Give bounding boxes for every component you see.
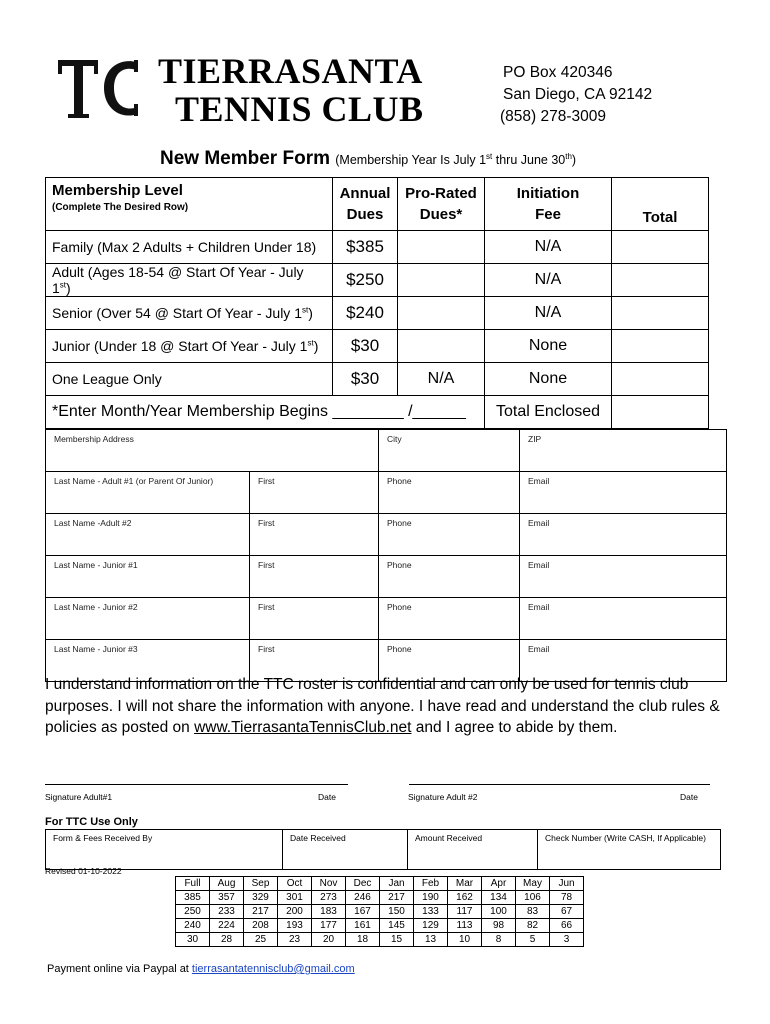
proration-cell: 30 bbox=[176, 933, 210, 947]
proration-cell: 100 bbox=[482, 905, 516, 919]
proration-header-cell: Apr bbox=[482, 877, 516, 891]
proration-cell: 18 bbox=[346, 933, 380, 947]
form-title: New Member Form bbox=[160, 148, 330, 169]
membership-level-cell: Family (Max 2 Adults + Children Under 18) bbox=[46, 231, 333, 264]
proration-table bbox=[175, 876, 584, 947]
prorated-dues-cell: N/A bbox=[398, 363, 485, 396]
revised-date: Revised 01-10-2022 bbox=[45, 866, 122, 876]
phone-number: (858) 278-3009 bbox=[500, 108, 606, 125]
membership-row-junior[interactable] bbox=[46, 330, 709, 363]
membership-row-adult[interactable] bbox=[46, 264, 709, 297]
total-cell[interactable] bbox=[612, 264, 709, 297]
form-subtitle: (Membership Year Is July 1st thru June 30th) bbox=[335, 151, 577, 167]
office-use-title: For TTC Use Only bbox=[45, 816, 138, 828]
total-enclosed-label: Total Enclosed bbox=[485, 396, 612, 429]
zip-field[interactable]: ZIP bbox=[520, 430, 727, 472]
adult2-row bbox=[46, 514, 727, 556]
prorated-dues-cell[interactable] bbox=[398, 231, 485, 264]
proration-cell: 217 bbox=[244, 905, 278, 919]
office-use-table bbox=[45, 829, 721, 870]
membership-level-cell: Junior (Under 18 @ Start Of Year - July 1st) bbox=[46, 330, 333, 363]
proration-cell: 129 bbox=[414, 919, 448, 933]
proration-cell: 15 bbox=[380, 933, 414, 947]
date1-label: Date bbox=[318, 792, 336, 802]
annual-dues-cell: $240 bbox=[333, 297, 398, 330]
membership-row-league[interactable] bbox=[46, 363, 709, 396]
signature-line-adult2[interactable] bbox=[409, 784, 710, 785]
proration-cell: 224 bbox=[210, 919, 244, 933]
proration-cell: 23 bbox=[278, 933, 312, 947]
date-received-field[interactable]: Date Received bbox=[283, 830, 408, 870]
membership-row-family[interactable] bbox=[46, 231, 709, 264]
email-field[interactable]: Email bbox=[520, 640, 727, 682]
total-enclosed-cell[interactable] bbox=[612, 396, 709, 429]
initiation-fee-header: Initiation Fee bbox=[485, 178, 612, 231]
membership-row-senior[interactable] bbox=[46, 297, 709, 330]
phone-field[interactable]: Phone bbox=[379, 556, 520, 598]
proration-cell: 78 bbox=[550, 891, 584, 905]
proration-cell: 82 bbox=[516, 919, 550, 933]
signature-line-adult1[interactable] bbox=[45, 784, 348, 785]
junior2-row bbox=[46, 598, 727, 640]
proration-cell: 161 bbox=[346, 919, 380, 933]
membership-address-field[interactable]: Membership Address bbox=[46, 430, 379, 472]
club-website-link[interactable]: www.TierrasantaTennisClub.net bbox=[194, 719, 412, 736]
city-field[interactable]: City bbox=[379, 430, 520, 472]
total-cell[interactable] bbox=[612, 363, 709, 396]
proration-cell: 25 bbox=[244, 933, 278, 947]
total-cell[interactable] bbox=[612, 297, 709, 330]
paypal-email-link[interactable]: tierrasantatennisclub@gmail.com bbox=[191, 963, 355, 975]
proration-cell: 117 bbox=[448, 905, 482, 919]
address-line: PO Box 420346 bbox=[503, 64, 613, 81]
prorated-dues-header: Pro-Rated Dues* bbox=[398, 178, 485, 231]
proration-cell: 145 bbox=[380, 919, 414, 933]
proration-cell: 273 bbox=[312, 891, 346, 905]
junior1-row bbox=[46, 556, 727, 598]
last-name-field[interactable]: Last Name -Adult #2 bbox=[46, 514, 250, 556]
annual-dues-cell: $30 bbox=[333, 330, 398, 363]
proration-cell: 20 bbox=[312, 933, 346, 947]
proration-cell: 177 bbox=[312, 919, 346, 933]
last-name-field[interactable]: Last Name - Junior #1 bbox=[46, 556, 250, 598]
form-title-block bbox=[160, 148, 576, 170]
proration-header-cell: Oct bbox=[278, 877, 312, 891]
proration-cell: 190 bbox=[414, 891, 448, 905]
proration-cell: 250 bbox=[176, 905, 210, 919]
prorated-dues-cell[interactable] bbox=[398, 297, 485, 330]
received-by-field[interactable]: Form & Fees Received By bbox=[46, 830, 283, 870]
proration-header-cell: Jan bbox=[380, 877, 414, 891]
proration-cell: 28 bbox=[210, 933, 244, 947]
phone-field[interactable]: Phone bbox=[379, 640, 520, 682]
proration-header-cell: Jun bbox=[550, 877, 584, 891]
proration-cell: 385 bbox=[176, 891, 210, 905]
membership-level-cell: Senior (Over 54 @ Start Of Year - July 1st) bbox=[46, 297, 333, 330]
last-name-field[interactable]: Last Name - Junior #3 bbox=[46, 640, 250, 682]
first-name-field[interactable]: First bbox=[250, 640, 379, 682]
phone-field[interactable]: Phone bbox=[379, 514, 520, 556]
proration-cell: 133 bbox=[414, 905, 448, 919]
proration-cell: 246 bbox=[346, 891, 380, 905]
phone-field[interactable]: Phone bbox=[379, 472, 520, 514]
annual-dues-cell: $385 bbox=[333, 231, 398, 264]
total-cell[interactable] bbox=[612, 330, 709, 363]
proration-header-row bbox=[176, 877, 584, 891]
membership-begins-row bbox=[46, 396, 709, 429]
membership-level-cell: One League Only bbox=[46, 363, 333, 396]
membership-level-header: Membership Level (Complete The Desired Row) bbox=[46, 178, 333, 231]
proration-cell: 162 bbox=[448, 891, 482, 905]
proration-cell: 13 bbox=[414, 933, 448, 947]
proration-cell: 83 bbox=[516, 905, 550, 919]
amount-received-field[interactable]: Amount Received bbox=[408, 830, 538, 870]
initiation-fee-cell: N/A bbox=[485, 297, 612, 330]
annual-dues-header: Annual Dues bbox=[333, 178, 398, 231]
proration-cell: 113 bbox=[448, 919, 482, 933]
proration-cell: 240 bbox=[176, 919, 210, 933]
proration-cell: 66 bbox=[550, 919, 584, 933]
agreement-text: I understand information on the TTC roster is confidential and can only be used for tennis club purposes. I will not share the information with anyone. I have read and understand the club rules & policies as posted on www.TierrasantaTennisClub.net and I agree to abide by them. bbox=[45, 676, 720, 736]
prorated-dues-cell[interactable] bbox=[398, 264, 485, 297]
payment-note: Payment online via Paypal at tierrasantatennisclub@gmail.com bbox=[47, 963, 355, 975]
club-address bbox=[500, 62, 652, 128]
proration-header-cell: Aug bbox=[210, 877, 244, 891]
proration-cell: 3 bbox=[550, 933, 584, 947]
email-field[interactable]: Email bbox=[520, 514, 727, 556]
total-header: Total bbox=[612, 178, 709, 231]
contact-table bbox=[45, 429, 727, 682]
proration-cell: 67 bbox=[550, 905, 584, 919]
first-name-field[interactable]: First bbox=[250, 556, 379, 598]
proration-cell: 208 bbox=[244, 919, 278, 933]
last-name-field[interactable]: Last Name - Junior #2 bbox=[46, 598, 250, 640]
proration-header-cell: Dec bbox=[346, 877, 380, 891]
adult1-row bbox=[46, 472, 727, 514]
signature-adult2-label: Signature Adult #2 bbox=[408, 792, 478, 802]
proration-header-cell: Sep bbox=[244, 877, 278, 891]
proration-cell: 217 bbox=[380, 891, 414, 905]
first-name-field[interactable]: First bbox=[250, 472, 379, 514]
proration-row bbox=[176, 919, 584, 933]
prorated-dues-cell[interactable] bbox=[398, 330, 485, 363]
proration-header-cell: Full bbox=[176, 877, 210, 891]
first-name-field[interactable]: First bbox=[250, 598, 379, 640]
email-field[interactable]: Email bbox=[520, 598, 727, 640]
club-name-line2: TENNIS CLUB bbox=[175, 89, 424, 129]
proration-cell: 193 bbox=[278, 919, 312, 933]
proration-cell: 357 bbox=[210, 891, 244, 905]
proration-cell: 106 bbox=[516, 891, 550, 905]
club-name-line1: TIERRASANTA bbox=[158, 51, 423, 91]
email-field[interactable]: Email bbox=[520, 556, 727, 598]
proration-cell: 134 bbox=[482, 891, 516, 905]
proration-header-cell: Nov bbox=[312, 877, 346, 891]
annual-dues-cell: $250 bbox=[333, 264, 398, 297]
membership-begins-field[interactable]: *Enter Month/Year Membership Begins ________ /______ bbox=[46, 396, 485, 429]
last-name-field[interactable]: Last Name - Adult #1 (or Parent Of Junior) bbox=[46, 472, 250, 514]
proration-cell: 233 bbox=[210, 905, 244, 919]
initiation-fee-cell: None bbox=[485, 330, 612, 363]
proration-header-cell: May bbox=[516, 877, 550, 891]
proration-header-cell: Feb bbox=[414, 877, 448, 891]
proration-cell: 301 bbox=[278, 891, 312, 905]
club-logo-icon bbox=[58, 54, 144, 124]
initiation-fee-cell: N/A bbox=[485, 264, 612, 297]
first-name-field[interactable]: First bbox=[250, 514, 379, 556]
initiation-fee-cell: None bbox=[485, 363, 612, 396]
proration-row bbox=[176, 891, 584, 905]
address-row bbox=[46, 430, 727, 472]
proration-cell: 98 bbox=[482, 919, 516, 933]
proration-cell: 200 bbox=[278, 905, 312, 919]
annual-dues-cell: $30 bbox=[333, 363, 398, 396]
proration-cell: 10 bbox=[448, 933, 482, 947]
membership-level-cell: Adult (Ages 18-54 @ Start Of Year - July 1st) bbox=[46, 264, 333, 297]
proration-cell: 5 bbox=[516, 933, 550, 947]
phone-field[interactable]: Phone bbox=[379, 598, 520, 640]
email-field[interactable]: Email bbox=[520, 472, 727, 514]
proration-row bbox=[176, 933, 584, 947]
proration-cell: 329 bbox=[244, 891, 278, 905]
proration-cell: 150 bbox=[380, 905, 414, 919]
date2-label: Date bbox=[680, 792, 698, 802]
membership-table bbox=[45, 177, 709, 429]
address-line: San Diego, CA 92142 bbox=[503, 86, 653, 103]
proration-cell: 8 bbox=[482, 933, 516, 947]
check-number-field[interactable]: Check Number (Write CASH, If Applicable) bbox=[538, 830, 721, 870]
total-cell[interactable] bbox=[612, 231, 709, 264]
proration-row bbox=[176, 905, 584, 919]
proration-cell: 183 bbox=[312, 905, 346, 919]
signature-adult1-label: Signature Adult#1 bbox=[45, 792, 113, 802]
initiation-fee-cell: N/A bbox=[485, 231, 612, 264]
proration-cell: 167 bbox=[346, 905, 380, 919]
proration-header-cell: Mar bbox=[448, 877, 482, 891]
